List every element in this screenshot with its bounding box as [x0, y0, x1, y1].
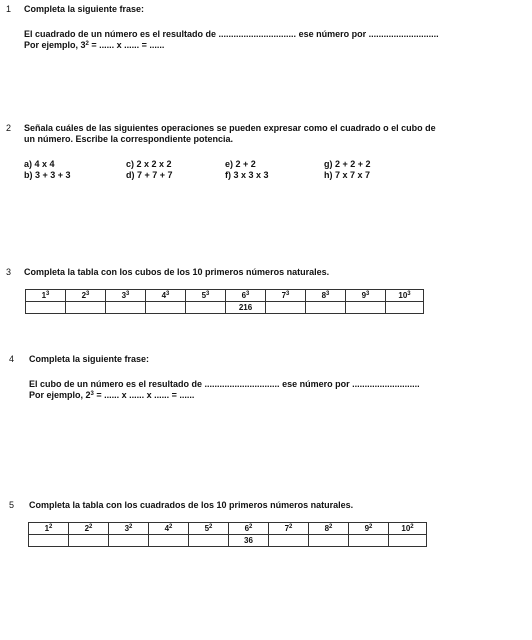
table-answer-cell[interactable]: [269, 535, 309, 547]
q2-op-h[interactable]: [324, 170, 370, 181]
q1-blank-b[interactable]: ............................: [368, 29, 439, 39]
squares-table: [28, 522, 427, 547]
q1-line1-text-b: ese número por: [296, 29, 369, 39]
q2-op-label: c): [126, 159, 135, 169]
table-answer-cell[interactable]: [29, 535, 69, 547]
table-header-cell: $9^3$: [346, 290, 386, 302]
squares-value-row: [29, 535, 427, 547]
q2-op-a[interactable]: [24, 159, 55, 170]
table-answer-cell[interactable]: [146, 302, 186, 314]
table-answer-cell[interactable]: [309, 535, 349, 547]
q4-example-exp: 3: [90, 391, 94, 397]
table-answer-cell[interactable]: [186, 302, 226, 314]
q4-line1-text-a: El cubo de un número es el resultado de: [29, 379, 205, 389]
q4-line1-text-b: ese número por: [279, 379, 353, 389]
table-answer-cell[interactable]: [349, 535, 389, 547]
q2-op-e[interactable]: [225, 159, 256, 170]
q2-op-d[interactable]: [126, 170, 173, 181]
q4-blank-b[interactable]: ...........................: [352, 379, 420, 389]
q2-op-expr: 2 + 2: [235, 159, 256, 169]
q2-op-label: h): [324, 170, 333, 180]
q2-op-expr: 7 + 7 + 7: [137, 170, 173, 180]
q2-op-expr: 2 x 2 x 2: [136, 159, 172, 169]
q2-op-expr: 3 + 3 + 3: [35, 170, 71, 180]
table-answer-cell[interactable]: [189, 535, 229, 547]
q4-blank-a[interactable]: ..............................: [204, 379, 280, 389]
table-header-cell: $6^3$: [226, 290, 266, 302]
q1-example-base: Por ejemplo, 3: [24, 40, 86, 50]
table-header-cell: $4^2$: [149, 523, 189, 535]
q1-example-blanks[interactable]: = ...... x ...... = ......: [88, 40, 165, 50]
table-header-cell: $4^3$: [146, 290, 186, 302]
q1-title: Completa la siguiente frase:: [24, 4, 145, 14]
table-header-cell: $10^3$: [386, 290, 424, 302]
q2-op-label: d): [126, 170, 135, 180]
table-header-cell: $7^2$: [269, 523, 309, 535]
q4-title: Completa la siguiente frase:: [29, 354, 150, 364]
table-header-cell: $8^3$: [306, 290, 346, 302]
q2-op-c[interactable]: [126, 159, 172, 170]
table-header-cell: $3^3$: [106, 290, 146, 302]
q2-op-f[interactable]: [225, 170, 269, 181]
q2-number: 2: [6, 123, 12, 133]
q2-op-expr: 2 + 2 + 2: [335, 159, 371, 169]
q2-op-g[interactable]: [324, 159, 371, 170]
q4-line1: [29, 379, 420, 390]
q4-number: 4: [9, 354, 15, 364]
q2-op-label: f): [225, 170, 231, 180]
q2-op-label: e): [225, 159, 234, 169]
q2-op-b[interactable]: [24, 170, 71, 181]
table-answer-cell[interactable]: 36: [229, 535, 269, 547]
table-header-cell: $7^3$: [266, 290, 306, 302]
table-header-cell: $6^2$: [229, 523, 269, 535]
table-header-cell: $2^3$: [66, 290, 106, 302]
q5-title: Completa la tabla con los cuadrados de los 10 primeros números naturales.: [29, 500, 354, 510]
q2-op-label: a): [24, 159, 33, 169]
table-answer-cell[interactable]: [149, 535, 189, 547]
table-answer-cell[interactable]: [346, 302, 386, 314]
q2-op-label: b): [24, 170, 33, 180]
table-answer-cell[interactable]: [26, 302, 66, 314]
table-header-cell: $3^2$: [109, 523, 149, 535]
q2-title-line1: Señala cuáles de las siguientes operaciones se pueden expresar como el cuadrado o el cubo de: [24, 123, 436, 133]
cubes-value-row: [26, 302, 424, 314]
table-answer-cell[interactable]: [69, 535, 109, 547]
q5-number: 5: [9, 500, 15, 510]
q1-line1: [24, 29, 439, 40]
table-answer-cell[interactable]: [386, 302, 424, 314]
q4-line2: [29, 390, 194, 401]
cubes-table: [25, 289, 424, 314]
q2-title-line2: un número. Escribe la correspondiente potencia.: [24, 134, 234, 144]
table-header-cell: $10^2$: [389, 523, 427, 535]
table-header-cell: $8^2$: [309, 523, 349, 535]
q4-example-blanks[interactable]: = ...... x ...... x ...... = ......: [93, 390, 195, 400]
table-header-cell: $9^2$: [349, 523, 389, 535]
table-header-cell: $5^3$: [186, 290, 226, 302]
table-answer-cell[interactable]: [106, 302, 146, 314]
q2-op-expr: 3 x 3 x 3: [233, 170, 269, 180]
table-answer-cell[interactable]: [66, 302, 106, 314]
q4-example-base: Por ejemplo, 2: [29, 390, 91, 400]
table-header-cell: $1^3$: [26, 290, 66, 302]
table-answer-cell[interactable]: [109, 535, 149, 547]
q1-number: 1: [6, 4, 12, 14]
table-header-cell: $5^2$: [189, 523, 229, 535]
table-answer-cell[interactable]: [266, 302, 306, 314]
q3-number: 3: [6, 267, 12, 277]
q1-example-exp: 2: [85, 41, 89, 47]
q2-op-expr: 4 x 4: [34, 159, 55, 169]
q3-title: Completa la tabla con los cubos de los 10 primeros números naturales.: [24, 267, 330, 277]
q1-blank-a[interactable]: ...............................: [218, 29, 297, 39]
q2-op-label: g): [324, 159, 333, 169]
squares-header-row: [29, 523, 427, 535]
table-header-cell: $1^2$: [29, 523, 69, 535]
q1-line1-text-a: El cuadrado de un número es el resultado de: [24, 29, 219, 39]
table-answer-cell[interactable]: [389, 535, 427, 547]
q1-line2: [24, 40, 164, 51]
table-answer-cell[interactable]: [306, 302, 346, 314]
table-header-cell: $2^2$: [69, 523, 109, 535]
table-answer-cell[interactable]: 216: [226, 302, 266, 314]
cubes-header-row: [26, 290, 424, 302]
q2-op-expr: 7 x 7 x 7: [335, 170, 371, 180]
